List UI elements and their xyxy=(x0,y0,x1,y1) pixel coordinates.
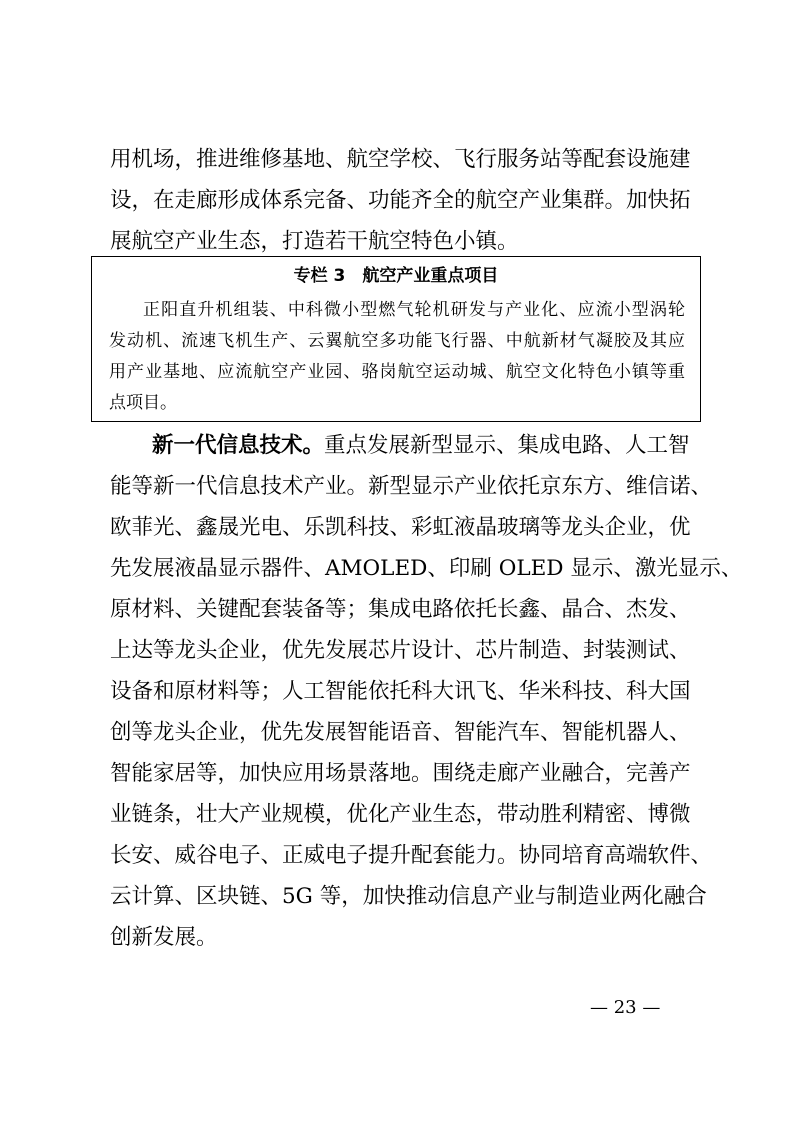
section-line-9: 智能家居等，加快应用场景落地。围绕走廊产业融合，完善产 xyxy=(110,761,691,786)
section-line-10: 业链条，壮大产业规模，优化产业生态，带动胜利精密、博微 xyxy=(110,802,691,827)
box-line-4: 点项目。 xyxy=(109,393,177,413)
section-line-8: 创等龙头企业，优先发展智能语音、智能汽车、智能机器人、 xyxy=(110,720,691,745)
section-first-line-rest: 重点发展新型显示、集成电路、人工智 xyxy=(324,433,690,458)
page-number: — 23 — xyxy=(590,997,661,1018)
intro-line-1: 用机场，推进维修基地、航空学校、飞行服务站等配套设施建 xyxy=(110,147,691,172)
section-line-11: 长安、威谷电子、正威电子提升配套能力。协同培育高端软件、 xyxy=(110,843,713,868)
section-line-7: 设备和原材料等；人工智能依托科大讯飞、华米科技、科大国 xyxy=(110,679,691,704)
intro-line-2: 设，在走廊形成体系完备、功能齐全的航空产业集群。加快拓 xyxy=(110,188,691,213)
section-line-2: 能等新一代信息技术产业。新型显示产业依托京东方、维信诺、 xyxy=(110,474,713,499)
box-title: 专栏 3 航空产业重点项目 xyxy=(293,266,499,286)
section-line-12: 云计算、区块链、5G 等，加快推动信息产业与制造业两化融合 xyxy=(110,884,707,909)
section-line-6: 上达等龙头企业，优先发展芯片设计、芯片制造、封装测试、 xyxy=(110,638,691,663)
section-first-line xyxy=(152,428,690,464)
section-line-3: 欧菲光、鑫晟光电、乐凯科技、彩虹液晶玻璃等龙头企业，优 xyxy=(110,515,691,540)
box-line-3: 用产业基地、应流航空产业园、骆岗航空运动城、航空文化特色小镇等重 xyxy=(109,362,685,382)
intro-line-3: 展航空产业生态，打造若干航空特色小镇。 xyxy=(110,229,519,254)
box-line-1: 正阳直升机组装、中科微小型燃气轮机研发与产业化、应流小型涡轮 xyxy=(143,300,685,320)
key-projects-box xyxy=(91,256,701,422)
box-line-2: 发动机、流速飞机生产、云翼航空多功能飞行器、中航新材气凝胶及其应 xyxy=(109,331,685,351)
section-line-4: 先发展液晶显示器件、AMOLED、印刷 OLED 显示、激光显示、 xyxy=(110,556,743,581)
section-line-13: 创新发展。 xyxy=(110,925,218,950)
section-lead: 新一代信息技术。 xyxy=(152,433,325,458)
section-line-5: 原材料、关键配套装备等；集成电路依托长鑫、晶合、杰发、 xyxy=(110,597,691,622)
